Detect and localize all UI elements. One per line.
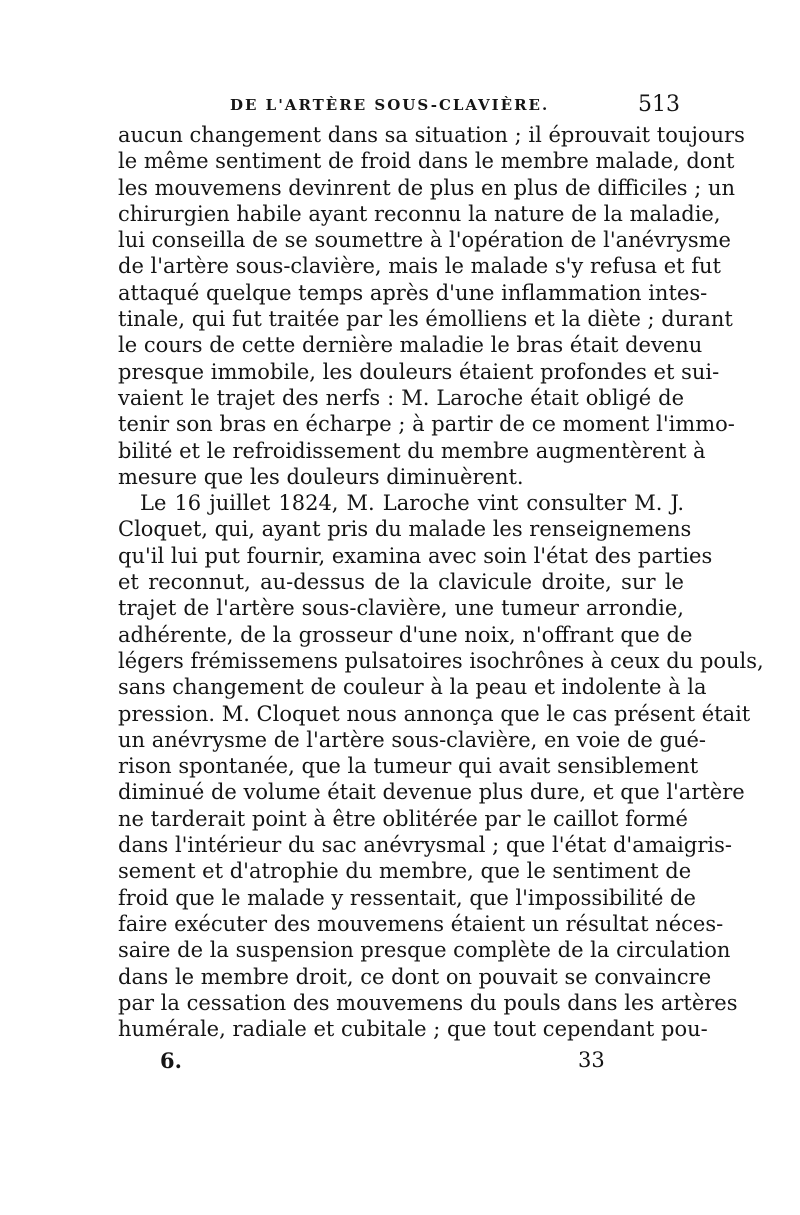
text-line: Cloquet, qui, ayant pris du malade les renseignemens: [118, 517, 692, 542]
text-line: les mouvemens devinrent de plus en plus de difficiles ; un: [118, 175, 736, 200]
text-line: pression. M. Cloquet nous annonça que le cas présent était: [118, 701, 751, 726]
text-line: bilité et le refroidissement du membre augmentèrent à: [118, 438, 706, 463]
paragraph-end-line: mesure que les douleurs diminuèrent.: [118, 464, 524, 489]
text-line: un anévrysme de l'artère sous-clavière, en voie de gué-: [118, 727, 706, 752]
text-line: ne tarderait point à être oblitérée par le caillot formé: [118, 806, 688, 831]
text-line: le cours de cette dernière maladie le bras était devenu: [118, 333, 703, 358]
text-line: tinale, qui fut traitée par les émolliens et la diète ; durant: [118, 307, 733, 332]
text-line: dans l'intérieur du sac anévrysmal ; que l'état d'amaigris-: [118, 833, 732, 858]
text-line: trajet de l'artère sous-clavière, une tumeur arrondie,: [118, 596, 684, 621]
text-line: adhérente, de la grosseur d'une noix, n'offrant que de: [118, 622, 693, 647]
text-line: attaqué quelque temps après d'une inflammation intes-: [118, 280, 708, 305]
text-line: faire exécuter des mouvemens étaient un résultat néces-: [118, 911, 724, 936]
text-line: chirurgien habile ayant reconnu la nature de la maladie,: [118, 201, 721, 226]
text-line: légers frémissemens pulsatoires isochrônes à ceux du pouls,: [118, 648, 764, 673]
signature-mark: 6.: [160, 1048, 182, 1073]
text-line: aucun changement dans sa situation ; il éprouvait toujours: [118, 123, 745, 147]
paragraph-start-line: Le 16 juillet 1824, M. Laroche vint consulter M. J.: [140, 491, 684, 516]
text-line: rison spontanée, que la tumeur qui avait sensiblement: [118, 754, 699, 779]
sheet-number: 33: [578, 1048, 605, 1072]
text-line: dans le membre droit, ce dont on pouvait se convaincre: [118, 964, 712, 989]
body-text: [118, 122, 764, 1042]
text-line: froid que le malade y ressentait, que l'impossibilité de: [118, 885, 696, 910]
page-footer: [118, 1048, 684, 1078]
text-line: le même sentiment de froid dans le membre malade, dont: [118, 149, 735, 174]
text-line: sement et d'atrophie du membre, que le sentiment de: [118, 859, 692, 884]
text-line: qu'il lui put fournir, examina avec soin l'état des parties: [118, 543, 713, 568]
text-line: sans changement de couleur à la peau et indolente à la: [118, 675, 707, 700]
text-line: de l'artère sous-clavière, mais le malade s'y refusa et fut: [118, 254, 721, 279]
text-line: diminué de volume était devenue plus dure, et que l'artère: [118, 780, 745, 805]
text-line: lui conseilla de se soumettre à l'opération de l'anévrysme: [118, 228, 731, 253]
text-line: presque immobile, les douleurs étaient profondes et sui-: [118, 359, 720, 384]
running-title: DE L'ARTÈRE SOUS-CLAVIÈRE.: [230, 96, 550, 114]
text-line: par la cessation des mouvemens du pouls dans les artères: [118, 990, 738, 1015]
text-line: saire de la suspension presque complète de la circulation: [118, 938, 731, 963]
running-head: [135, 90, 680, 120]
text-line: vaient le trajet des nerfs : M. Laroche était obligé de: [118, 385, 684, 410]
text-line: humérale, radiale et cubitale ; que tout cependant pou-: [118, 1017, 708, 1042]
page-number: 513: [638, 92, 680, 117]
text-line: et reconnut, au-dessus de la clavicule droite, sur le: [118, 570, 684, 595]
text-line: tenir son bras en écharpe ; à partir de ce moment l'immo-: [118, 412, 735, 437]
